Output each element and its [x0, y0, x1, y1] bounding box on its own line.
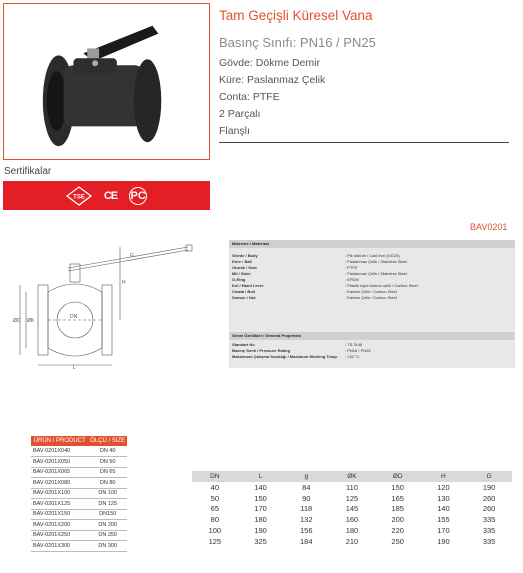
column-header: ØK: [329, 471, 375, 482]
table-cell: 140: [254, 482, 267, 492]
table-cell: 155: [437, 515, 450, 525]
materials-panel: [229, 240, 515, 368]
product-cell: BAV-0201X125: [31, 499, 88, 510]
table-cell: 125: [345, 493, 359, 503]
size-cell: DN 65: [88, 467, 127, 478]
table-cell: 145: [345, 504, 359, 514]
dim-h-label: H: [122, 280, 126, 286]
ce-mark-icon: CE: [103, 189, 118, 202]
column-header: g: [283, 471, 329, 482]
table-cell: 125: [208, 536, 222, 546]
column-header: ØD: [375, 471, 421, 482]
table-cell: 325: [254, 536, 267, 546]
table-cell: 250: [391, 536, 404, 546]
size-cell: DN 50: [88, 457, 127, 468]
dim-dn-label: DN: [70, 314, 78, 320]
table-cell: 80: [210, 515, 220, 525]
table-cell: 100: [208, 526, 222, 536]
product-title: Tam Geçişli Küresel Vana: [219, 8, 373, 23]
material-part: Gövde / Body: [232, 253, 258, 258]
spec-item: Gövde: Dökme Demir: [219, 57, 320, 69]
materials-header: Malzeme / Materials: [229, 240, 515, 248]
table-cell: 120: [437, 482, 450, 492]
material-part: Küre / Ball: [232, 259, 252, 264]
property-value: : 120 °C: [345, 354, 360, 359]
table-cell: 185: [391, 504, 404, 514]
size-cell: DN 40: [88, 446, 127, 457]
product-cell: BAV-0201X080: [31, 478, 88, 489]
table-header-row: [31, 436, 127, 446]
spec-item: Küre: Paslanmaz Çelik: [219, 74, 326, 86]
table-cell: 160: [345, 515, 359, 525]
dim-k-label: ØK: [27, 318, 35, 324]
table-cell: 150: [391, 482, 404, 492]
column-header: ÜRÜN / PRODUCT: [31, 436, 88, 446]
material-value: : Pik döküm / Cast iron (GG25): [345, 253, 400, 258]
dim-l-label: L: [73, 365, 76, 370]
table-cell: 190: [482, 482, 496, 492]
property-label: Maksimum Çalışma Sıcaklığı / Maximum Working Temp.: [232, 354, 338, 359]
table-row: [31, 446, 127, 457]
table-cell: 260: [482, 493, 496, 503]
pct-mark-icon: PC: [129, 187, 147, 205]
spec-item: Conta: PTFE: [219, 91, 280, 103]
spec-item: Flanşlı: [219, 125, 250, 137]
table-cell: 184: [300, 536, 313, 546]
table-row: [192, 482, 512, 493]
spec-item: 2 Parçalı: [219, 108, 261, 120]
table-cell: 335: [482, 515, 496, 525]
size-cell: DN 300: [88, 541, 127, 552]
material-part: Cıvata / Bolt: [232, 289, 256, 294]
table-cell: 170: [437, 526, 450, 536]
table-cell: 220: [391, 526, 404, 536]
dim-d-label: ØD: [13, 318, 21, 324]
material-value: : Paslanmaz Çelik / Stainless Steel: [345, 271, 407, 276]
product-cell: BAV-0201X065: [31, 467, 88, 478]
property-value: : TS 3148: [345, 342, 363, 347]
table-cell: 190: [437, 536, 450, 546]
column-header: ÖLÇÜ / SIZE: [90, 438, 126, 444]
material-part: Mil / Stem: [232, 271, 251, 276]
table-header-row: [192, 471, 512, 482]
table-cell: 84: [302, 482, 311, 492]
property-label: Standart No: [232, 342, 255, 347]
table-cell: 50: [210, 493, 220, 503]
table-cell: 132: [300, 515, 313, 525]
valve-section-drawing: [10, 240, 200, 370]
material-part: O-Ring: [232, 277, 246, 282]
pressure-class: Basınç Sınıfı: PN16 / PN25: [219, 35, 376, 50]
product-cell: BAV-0201X050: [31, 457, 88, 468]
table-row: [192, 493, 512, 504]
material-part: Oturak / Seat: [232, 265, 257, 270]
material-value: : Plastik kaplı karbon çelik / Carbon Steel: [345, 283, 418, 288]
material-value: : Paslanmaz Çelik / Stainless Steel: [345, 259, 407, 264]
product-cell: BAV-0201X300: [31, 541, 88, 552]
product-cell: BAV-0201X040: [31, 446, 88, 457]
table-row: [192, 525, 512, 536]
dimension-table: [192, 471, 512, 547]
general-properties-list: [232, 342, 512, 360]
table-cell: 335: [482, 526, 496, 536]
column-header: L: [238, 471, 284, 482]
table-cell: 156: [300, 526, 313, 536]
size-cell: DN 80: [88, 478, 127, 489]
ball-valve-image: [4, 4, 209, 159]
table-cell: 180: [254, 515, 267, 525]
divider: [219, 142, 509, 143]
table-row: [192, 514, 512, 525]
property-value: : PN16 / PN25: [345, 348, 371, 353]
column-header: G: [466, 471, 512, 482]
material-value: : Karbon Çelik / Carbon Steel: [345, 289, 397, 294]
table-row: [31, 488, 127, 499]
table-row: [192, 536, 512, 547]
certificates-bar: [3, 181, 210, 210]
property-row: [232, 354, 512, 360]
materials-list: [232, 253, 512, 301]
material-value: : PTFE: [345, 265, 358, 270]
material-value: : EPDM: [345, 277, 359, 282]
dim-g-label: G: [130, 253, 134, 259]
table-cell: 170: [254, 504, 267, 514]
table-cell: 65: [210, 504, 220, 514]
spec-list: [219, 55, 325, 140]
table-cell: 130: [437, 493, 450, 503]
product-photo: [3, 3, 210, 160]
material-value: : Karbon Çelik / Carbon Steel: [345, 295, 397, 300]
product-cell: BAV-0201X250: [31, 530, 88, 541]
table-cell: 180: [345, 526, 359, 536]
table-cell: 40: [210, 482, 220, 492]
table-cell: 200: [391, 515, 404, 525]
svg-text:TSE: TSE: [73, 194, 85, 200]
table-cell: 118: [300, 504, 313, 514]
table-cell: 140: [437, 504, 450, 514]
table-cell: 90: [302, 493, 311, 503]
table-cell: 335: [482, 536, 496, 546]
table-row: [31, 520, 127, 531]
table-cell: 260: [482, 504, 496, 514]
column-header: DN: [192, 471, 238, 482]
table-row: [31, 509, 127, 520]
table-row: [31, 457, 127, 468]
table-cell: 110: [345, 482, 358, 492]
technical-drawing: [10, 240, 200, 370]
table-cell: 190: [254, 526, 267, 536]
table-row: [31, 530, 127, 541]
table-row: [192, 504, 512, 515]
table-cell: 165: [391, 493, 404, 503]
product-cell: BAV-0201X100: [31, 488, 88, 499]
table-row: [31, 478, 127, 489]
size-cell: DN 125: [88, 499, 127, 510]
table-cell: 150: [254, 493, 267, 503]
size-cell: DN 250: [88, 530, 127, 541]
size-cell: DN 200: [88, 520, 127, 531]
product-code-table: [31, 436, 127, 552]
table-row: [31, 541, 127, 552]
column-header: H: [421, 471, 467, 482]
table-row: [31, 467, 127, 478]
general-properties-header: Genel Özellikler / General Properties: [229, 332, 515, 340]
certificates-label: Sertifikalar: [4, 166, 52, 177]
table-row: [31, 499, 127, 510]
tse-logo-icon: [66, 186, 92, 206]
product-cell: BAV-0201X150: [31, 509, 88, 520]
material-part: Kol / Hand Lever: [232, 283, 264, 288]
property-label: Basınç Sınıfı / Pressure Rating: [232, 348, 291, 353]
size-cell: DN150: [88, 509, 127, 520]
table-cell: 210: [345, 536, 359, 546]
material-row: [232, 295, 512, 301]
product-cell: BAV-0201X200: [31, 520, 88, 531]
size-cell: DN 100: [88, 488, 127, 499]
product-code: BAV0201: [470, 222, 508, 232]
material-part: Somun / Nut: [232, 295, 256, 300]
